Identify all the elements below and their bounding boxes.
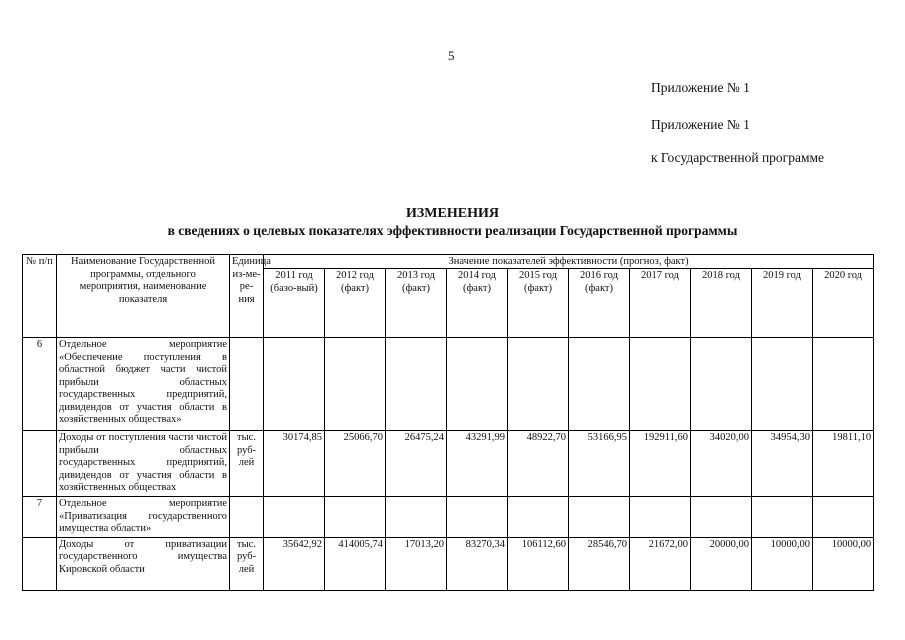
value-cell: [325, 497, 386, 538]
value-cell: [630, 338, 691, 431]
column-header-year: 2013 год (факт): [386, 269, 447, 338]
row-name: Доходы от приватизации государственного имущества Кировской области: [57, 537, 230, 590]
column-header-year: 2016 год (факт): [569, 269, 630, 338]
value-cell: 53166,95: [569, 431, 630, 497]
column-header-year: 2017 год: [630, 269, 691, 338]
column-header-number: № п/п: [23, 255, 57, 338]
row-unit: тыс. руб-лей: [230, 537, 264, 590]
value-cell: 34954,30: [752, 431, 813, 497]
table-row-event: [23, 497, 874, 538]
value-cell: 19811,10: [813, 431, 874, 497]
row-name: Отдельное мероприятие «Обеспечение поступления в областной бюджет части чистой прибыли областных государственных предприятий, дивидендов от участия области в хозяйственных обществах»: [57, 338, 230, 431]
value-cell: 83270,34: [447, 537, 508, 590]
value-cell: [752, 497, 813, 538]
value-cell: 10000,00: [813, 537, 874, 590]
value-cell: [752, 338, 813, 431]
appendix-line: Приложение № 1: [651, 80, 750, 95]
document-subtitle: в сведениях о целевых показателях эффективности реализации Государственной программы: [167, 223, 738, 238]
value-cell: [691, 338, 752, 431]
appendix-line: к Государственной программе: [651, 150, 825, 165]
table-row-event: [23, 338, 874, 431]
value-cell: [508, 497, 569, 538]
value-cell: [264, 338, 325, 431]
value-cell: [325, 338, 386, 431]
value-cell: [569, 338, 630, 431]
column-header-year: 2018 год: [691, 269, 752, 338]
value-cell: [447, 497, 508, 538]
value-cell: 26475,24: [386, 431, 447, 497]
row-unit: [230, 338, 264, 431]
column-header-year: 2015 год (факт): [508, 269, 569, 338]
value-cell: 25066,70: [325, 431, 386, 497]
value-cell: 414005,74: [325, 537, 386, 590]
value-cell: [691, 497, 752, 538]
column-header-name: Наименование Государственной программы, отдельного мероприятия, наименование показателя: [57, 255, 230, 338]
column-header-year: 2020 год: [813, 269, 874, 338]
row-number: 7: [23, 497, 57, 538]
row-name: Отдельное мероприятие «Приватизация государственного имущества области»: [57, 497, 230, 538]
value-cell: 30174,85: [264, 431, 325, 497]
indicators-table: [22, 254, 874, 591]
value-cell: [264, 497, 325, 538]
row-number: [23, 431, 57, 497]
column-header-year: 2011 год (базо-вый): [264, 269, 325, 338]
value-cell: [813, 338, 874, 431]
column-header-year: 2014 год (факт): [447, 269, 508, 338]
value-cell: [569, 497, 630, 538]
row-number: [23, 537, 57, 590]
value-cell: 20000,00: [691, 537, 752, 590]
table-row-indicator: [23, 537, 874, 590]
row-name: Доходы от поступления части чистой прибыли областных государственных предприятий, дивидендов от участия области в хозяйственных обществах: [57, 431, 230, 497]
value-cell: 43291,99: [447, 431, 508, 497]
value-cell: 34020,00: [691, 431, 752, 497]
value-cell: 10000,00: [752, 537, 813, 590]
table-row-indicator: [23, 431, 874, 497]
column-header-unit: Единица из-ме-ре-ния: [230, 255, 264, 338]
row-unit: [230, 497, 264, 538]
value-cell: 48922,70: [508, 431, 569, 497]
value-cell: [386, 338, 447, 431]
value-cell: [386, 497, 447, 538]
document-title: ИЗМЕНЕНИЯ: [406, 206, 499, 221]
column-header-year: 2019 год: [752, 269, 813, 338]
column-group-header: Значение показателей эффективности (прогноз, факт): [264, 255, 874, 269]
value-cell: 21672,00: [630, 537, 691, 590]
page-number: 5: [448, 48, 455, 63]
value-cell: 35642,92: [264, 537, 325, 590]
value-cell: [813, 497, 874, 538]
value-cell: [508, 338, 569, 431]
value-cell: 17013,20: [386, 537, 447, 590]
column-header-year: 2012 год (факт): [325, 269, 386, 338]
value-cell: 28546,70: [569, 537, 630, 590]
value-cell: [447, 338, 508, 431]
table-header-row: [23, 255, 874, 269]
appendix-line: Приложение № 1: [651, 117, 750, 132]
value-cell: 106112,60: [508, 537, 569, 590]
value-cell: [630, 497, 691, 538]
row-unit: тыс. руб-лей: [230, 431, 264, 497]
row-number: 6: [23, 338, 57, 431]
value-cell: 192911,60: [630, 431, 691, 497]
